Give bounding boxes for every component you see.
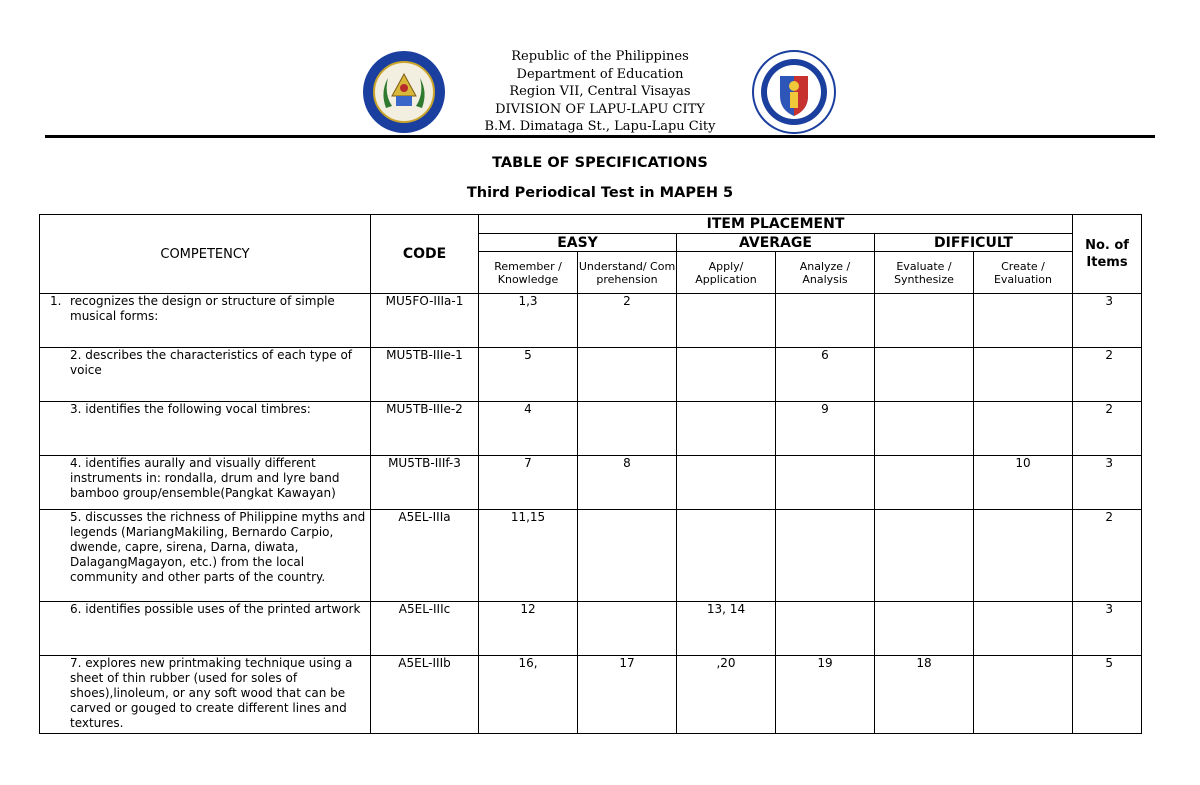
analyze-cell xyxy=(776,602,875,656)
analyze-cell: 19 xyxy=(776,656,875,734)
apply-cell xyxy=(677,510,776,602)
competency-text: 2. describes the characteristics of each type of voice xyxy=(70,348,353,377)
table-row xyxy=(40,602,1142,656)
letterhead-line-department: Department of Education xyxy=(516,66,684,82)
letterhead-line-division: DIVISION OF LAPU-LAPU CITY xyxy=(495,101,705,117)
create-cell xyxy=(974,602,1073,656)
remember-cell: 1,3 xyxy=(479,294,578,348)
analyze-header: Analyze / Analysis xyxy=(776,252,875,294)
evaluate-cell xyxy=(875,348,974,402)
easy-header: EASY xyxy=(479,234,677,252)
table-row xyxy=(40,510,1142,602)
competency-text: 6. identifies possible uses of the printed artwork xyxy=(70,602,361,616)
create-cell xyxy=(974,294,1073,348)
analyze-cell: 6 xyxy=(776,348,875,402)
no-of-items-header: No. of Items xyxy=(1073,215,1142,294)
remember-cell: 16, xyxy=(479,656,578,734)
evaluate-cell xyxy=(875,510,974,602)
total-cell: 2 xyxy=(1073,348,1142,402)
header-divider xyxy=(45,135,1155,138)
difficult-header: DIFFICULT xyxy=(875,234,1073,252)
remember-cell: 12 xyxy=(479,602,578,656)
apply-cell xyxy=(677,348,776,402)
competency-cell xyxy=(40,602,371,656)
competency-cell xyxy=(40,456,371,510)
specifications-table xyxy=(39,214,1142,734)
evaluate-cell xyxy=(875,456,974,510)
table-row xyxy=(40,348,1142,402)
apply-cell xyxy=(677,456,776,510)
table-row xyxy=(40,294,1142,348)
code-cell: MU5FO-IIIa-1 xyxy=(371,294,479,348)
understand-header: Understand/ Comprehension xyxy=(578,252,677,294)
competency-cell xyxy=(40,294,371,348)
table-row xyxy=(40,402,1142,456)
understand-cell xyxy=(578,602,677,656)
create-cell xyxy=(974,510,1073,602)
understand-cell xyxy=(578,348,677,402)
create-cell: 10 xyxy=(974,456,1073,510)
evaluate-header: Evaluate / Synthesize xyxy=(875,252,974,294)
code-cell: A5EL-IIIc xyxy=(371,602,479,656)
evaluate-cell xyxy=(875,602,974,656)
total-cell: 3 xyxy=(1073,602,1142,656)
analyze-cell xyxy=(776,456,875,510)
understand-cell: 17 xyxy=(578,656,677,734)
table-row xyxy=(40,456,1142,510)
apply-cell: ,20 xyxy=(677,656,776,734)
competency-text: 4. identifies aurally and visually different instruments in: rondalla, drum and lyre band bamboo group/ensemble(Pangkat Kawayan) xyxy=(70,456,340,500)
apply-header: Apply/ Application xyxy=(677,252,776,294)
competency-cell xyxy=(40,656,371,734)
competency-text: 3. identifies the following vocal timbres: xyxy=(70,402,311,416)
total-cell: 2 xyxy=(1073,510,1142,602)
create-cell xyxy=(974,402,1073,456)
competency-text: 7. explores new printmaking technique using a sheet of thin rubber (used for soles of shoes),linoleum, or any soft wood that can be carved or gouged to create different lines and textures. xyxy=(70,656,353,730)
competency-cell xyxy=(40,402,371,456)
competency-cell xyxy=(40,348,371,402)
analyze-cell: 9 xyxy=(776,402,875,456)
letterhead-line-address: B.M. Dimataga St., Lapu-Lapu City xyxy=(484,119,716,134)
analyze-cell xyxy=(776,294,875,348)
create-cell xyxy=(974,656,1073,734)
letterhead xyxy=(0,40,1200,140)
competency-number: 1. xyxy=(50,294,62,308)
understand-cell xyxy=(578,402,677,456)
evaluate-cell xyxy=(875,294,974,348)
code-cell: MU5TB-IIIe-2 xyxy=(371,402,479,456)
deped-seal-icon xyxy=(752,50,836,134)
code-cell: A5EL-IIIb xyxy=(371,656,479,734)
page-title: TABLE OF SPECIFICATIONS xyxy=(492,155,708,171)
understand-cell: 2 xyxy=(578,294,677,348)
header-row-1 xyxy=(40,215,1142,234)
letterhead-text xyxy=(440,48,760,136)
apply-cell xyxy=(677,402,776,456)
understand-cell xyxy=(578,510,677,602)
letterhead-line-republic: Republic of the Philippines xyxy=(511,49,689,64)
letterhead-line-region: Region VII, Central Visayas xyxy=(509,84,691,99)
division-seal-icon xyxy=(362,50,446,134)
item-placement-header: ITEM PLACEMENT xyxy=(479,215,1073,234)
remember-cell: 4 xyxy=(479,402,578,456)
competency-header: COMPETENCY xyxy=(40,215,371,294)
evaluate-cell xyxy=(875,402,974,456)
page-subtitle: Third Periodical Test in MAPEH 5 xyxy=(466,185,734,201)
remember-cell: 7 xyxy=(479,456,578,510)
code-cell: A5EL-IIIa xyxy=(371,510,479,602)
code-cell: MU5TB-IIIe-1 xyxy=(371,348,479,402)
evaluate-cell: 18 xyxy=(875,656,974,734)
total-cell: 3 xyxy=(1073,456,1142,510)
create-header: Create / Evaluation xyxy=(974,252,1073,294)
remember-cell: 11,15 xyxy=(479,510,578,602)
remember-header: Remember / Knowledge xyxy=(479,252,578,294)
create-cell xyxy=(974,348,1073,402)
understand-cell: 8 xyxy=(578,456,677,510)
competency-cell xyxy=(40,510,371,602)
code-header: CODE xyxy=(371,215,479,294)
remember-cell: 5 xyxy=(479,348,578,402)
total-cell: 3 xyxy=(1073,294,1142,348)
analyze-cell xyxy=(776,510,875,602)
competency-text: recognizes the design or structure of simple musical forms: xyxy=(70,294,335,323)
total-cell: 5 xyxy=(1073,656,1142,734)
apply-cell: 13, 14 xyxy=(677,602,776,656)
table-row xyxy=(40,656,1142,734)
code-cell: MU5TB-IIIf-3 xyxy=(371,456,479,510)
competency-text: 5. discusses the richness of Philippine myths and legends (MariangMakiling, Bernardo Carpio, dwende, capre, sirena, Darna, diwata, DalagangMagayon, etc.) from the local community and other parts of the country. xyxy=(70,510,366,584)
average-header: AVERAGE xyxy=(677,234,875,252)
total-cell: 2 xyxy=(1073,402,1142,456)
apply-cell xyxy=(677,294,776,348)
